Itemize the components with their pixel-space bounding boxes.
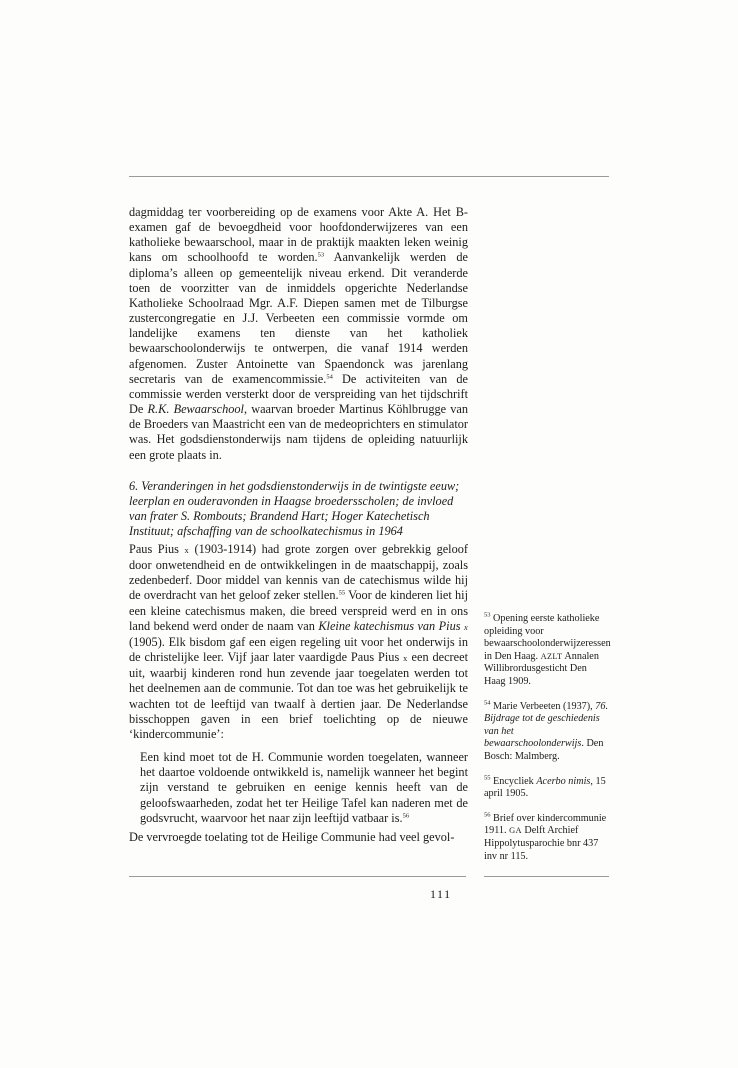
paragraph-pius-x: Paus Pius x (1903-1914) had grote zorgen over gebrekkig geloof door onwetendheid en de ontwikkelingen in de maatschappij, zoals zedenbederf. Door middel van kennis van de catechismus wilde hij de overdracht van het geloof zeker stellen.$^{55}$ Voor de kinderen liet hij een kleine catechismus maken, die breed verspreid werd en in ons land bekend werd onder de naam van Kleine katechismus van Pius x (1905). Elk bisdom gaf een eigen regeling uit voor het onderwijs in de christelijke leer. Vijf jaar later vaardigde Paus Pius x een decreet uit, waarbij kinderen rond hun zevende jaar toegelaten werden tot het deelnemen aan de communie. Tot dan toe was het gebruikelijk te wachten tot de leeftijd van twaalf à dertien jaar. De Nederlandse bisschoppen gaven in een brief toelichting op de nieuwe ‘kindercommunie’: (129, 542, 469, 741)
block-quote: Een kind moet tot de H. Communie worden toegelaten, wanneer het daartoe voldoende ontwikkeld is, namelijk wanneer het begint zijn verstand te gebruiken en eenige kennis heeft van de geloofswaarheden, zodat het ter Heilige Tafel kan naderen met de godsvrucht, waarvoor het naar zijn leeftijd vatbaar is.$^{56}$ (140, 750, 468, 825)
footnote-ref-53[interactable]: 53 (317, 251, 325, 259)
footnote-56: $^{56}$ Brief over kindercommunie 1911. GA Delft Archief Hippolytusparochie bnr 437 inv nr 115. (484, 811, 607, 862)
section-heading: 6. Veranderingen in het godsdienstonderwijs in de twintigste eeuw; leerplan en ouderavonden in Haagse broedersscholen; de invloed van frater S. Rombouts; Brandend Hart; Hoger Katechetisch Instituut; afschaffing van de schoolkatechismus in 1964 (129, 479, 460, 539)
top-rule (129, 176, 609, 177)
paragraph-akte-examens: dagmiddag ter voorbereiding op de examens voor Akte A. Het B-examen gaf de bevoegdheid voor hoofdonderwijzeres van een katholieke bewaarschool, maar in de praktijk maakten leken weinig kans om schoolhoofd te worden.$^{53}$ Aanvankelijk werden de diploma’s alleen op gemeentelijk niveau erkend. Dit veranderde toen de voorzitter van de inmiddels opgerichte Nederlandse Katholieke Schoolraad Mgr. A.F. Diepen samen met de Tilburgse zustercongregatie en J.J. Verbeeten een commissie vormde om landelijke examens ten dienste van het katholiek bewaarschoolonderwijs te ontwerpen, die vanaf 1914 werden afgenomen. Zuster Antoinette van Spaendonck was jarenlang secretaris van de examencommissie.$^{54}$ De activiteiten van de commissie werden versterkt door de verspreiding van het tijdschrift De R.K. Bewaarschool, waarvan broeder Martinus Köhlbrugge van de Broeders van Maastricht een van de medeoprichters en stimulator was. Het godsdienstonderwijs nam tijdens de opleiding natuurlijk een grote plaats in. (129, 205, 469, 462)
body-text-top (129, 205, 468, 463)
page-number: 111 (430, 887, 452, 901)
footnote-54: $^{54}$ Marie Verbeeten (1937), 76. Bijdrage tot de geschiedenis van het bewaarschoolonderwijs. Den Bosch: Malmberg. (484, 699, 608, 762)
bottom-rule-notes (484, 876, 609, 877)
footnote-55: $^{55}$ Encycliek Acerbo nimis, 15 april 1905. (484, 774, 606, 800)
footnote-ref-56[interactable]: 56 (402, 812, 410, 820)
body-text-bottom (129, 542, 468, 845)
footnote-ref-54[interactable]: 54 (326, 373, 333, 381)
journal-title: R.K. Bewaarschool (147, 402, 244, 417)
catechism-title: Kleine katechismus van Pius x (318, 618, 468, 633)
footnote-53: $^{53}$ Opening eerste katholieke opleiding voor bewaarschoolonderwijzeressen in Den Haag. AZLT Annalen Willibrordusgesticht Den Haag 1909. (484, 611, 611, 687)
footnotes-margin (484, 613, 609, 875)
paragraph-vervroegde-toelating: De vervroegde toelating tot de Heilige Communie had veel gevol- (129, 829, 455, 844)
bottom-rule-main (129, 876, 466, 877)
footnote-ref-55[interactable]: 55 (338, 589, 346, 597)
